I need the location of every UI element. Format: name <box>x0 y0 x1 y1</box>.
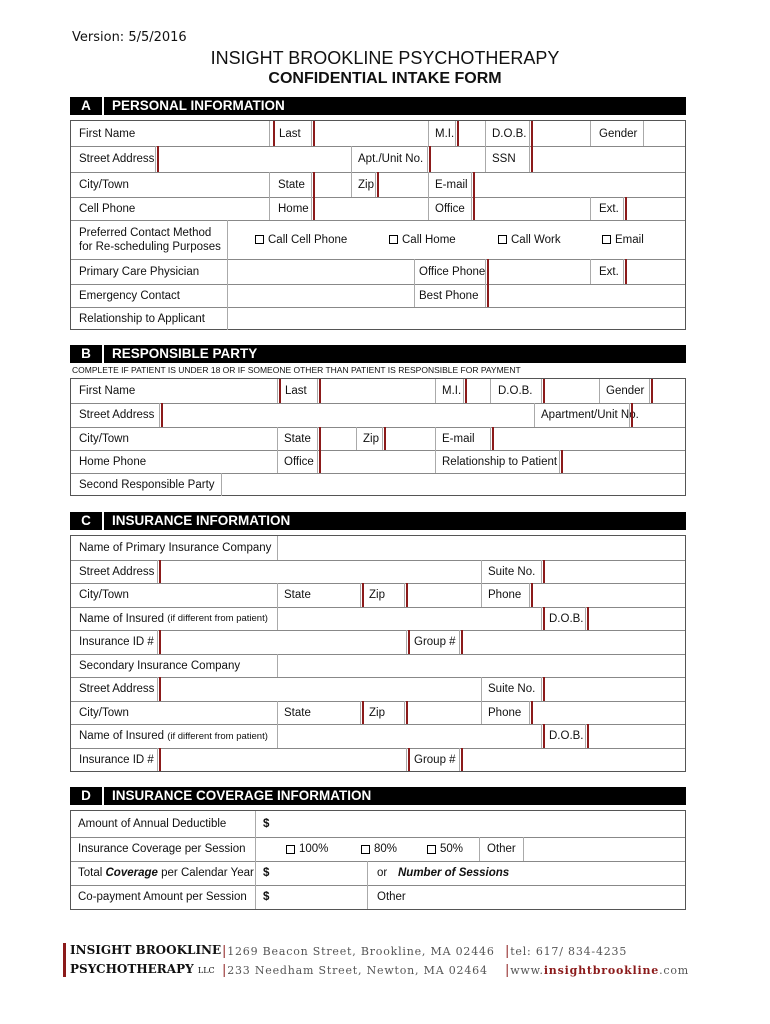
dollar-sign: $ <box>263 867 270 879</box>
dollar-sign: $ <box>263 891 270 903</box>
section-b-note: COMPLETE IF PATIENT IS UNDER 18 OR IF SOMEONE OTHER THAN PATIENT IS RESPONSIBLE FOR PAYMENT <box>72 365 521 375</box>
annual-deductible-label: Amount of Annual Deductible <box>78 818 227 830</box>
copay-label: Co-payment Amount per Session <box>78 891 247 903</box>
first-name-label: First Name <box>79 127 136 140</box>
office-label: Office <box>284 455 314 468</box>
best-phone-label: Best Phone <box>419 289 479 302</box>
zip-label: Zip <box>363 432 379 445</box>
state-label: State <box>284 432 311 445</box>
footer-brand-line1: INSIGHT BROOKLINE <box>70 943 222 957</box>
home-phone-label: Home Phone <box>79 455 147 468</box>
apartment-unit-label: Apartment/Unit No. <box>541 409 639 421</box>
section-title: INSURANCE INFORMATION <box>112 513 291 528</box>
office-phone-label: Office <box>435 202 465 215</box>
option-80-percent[interactable]: 80% <box>361 837 397 861</box>
dob-label: D.O.B. <box>498 385 533 397</box>
city-town-label: City/Town <box>79 589 129 601</box>
insurance-coverage-box <box>70 810 686 910</box>
checkbox-icon[interactable] <box>427 845 436 854</box>
section-letter: C <box>70 512 104 530</box>
option-50-percent[interactable]: 50% <box>427 837 463 861</box>
checkbox-icon[interactable] <box>602 235 611 244</box>
street-address-label: Street Address <box>79 683 155 695</box>
relationship-to-patient-label: Relationship to Patient <box>442 455 558 468</box>
gender-label: Gender <box>599 127 638 140</box>
state-label: State <box>284 706 311 719</box>
last-name-label: Last <box>285 385 307 397</box>
last-name-label: Last <box>279 127 301 140</box>
checkbox-icon[interactable] <box>389 235 398 244</box>
coverage-per-session-label: Insurance Coverage per Session <box>78 843 246 855</box>
state-label: State <box>284 589 311 601</box>
primary-insurance-company-label: Name of Primary Insurance Company <box>79 542 272 554</box>
personal-information-box <box>70 120 686 330</box>
preferred-contact-label: Preferred Contact Method for Re-scheduling Purposes <box>79 226 221 253</box>
street-address-label: Street Address <box>79 565 155 578</box>
cell-phone-label: Cell Phone <box>79 202 136 215</box>
section-b-header <box>70 345 686 363</box>
checkbox-icon[interactable] <box>286 845 295 854</box>
email-label: E-mail <box>442 432 475 445</box>
footer-website[interactable]: |www.insightbrookline.com <box>505 963 690 978</box>
insurance-id-label: Insurance ID # <box>79 636 154 648</box>
checkbox-icon[interactable] <box>498 235 507 244</box>
pcp-office-phone-label: Office Phone <box>419 265 486 278</box>
state-label: State <box>278 178 305 191</box>
number-of-sessions-label: Number of Sessions <box>398 867 510 879</box>
emergency-contact-label: Emergency Contact <box>79 289 180 302</box>
street-address-label: Street Address <box>79 153 155 165</box>
group-label: Group # <box>414 636 456 648</box>
name-of-insured-label: Name of Insured (if different from patient) <box>79 612 268 625</box>
total-coverage-label: Total Coverage per Calendar Year <box>78 867 254 879</box>
email-label: E-mail <box>435 178 468 191</box>
page-subtitle: CONFIDENTIAL INTAKE FORM <box>268 70 502 87</box>
section-title: INSURANCE COVERAGE INFORMATION <box>112 788 372 803</box>
footer-address-2: |233 Needham Street, Newton, MA 02464 <box>222 963 488 978</box>
insurance-information-box <box>70 535 686 772</box>
ssn-label: SSN <box>492 153 516 165</box>
responsible-party-box <box>70 378 686 496</box>
footer-phone: |tel: 617/ 834-4235 <box>505 944 628 959</box>
insurance-id-label: Insurance ID # <box>79 753 154 766</box>
ext-label: Ext. <box>599 202 619 215</box>
city-town-label: City/Town <box>79 432 129 445</box>
other-label: Other <box>377 891 406 903</box>
option-100-percent[interactable]: 100% <box>286 837 328 861</box>
pcp-label: Primary Care Physician <box>79 265 200 278</box>
section-letter: B <box>70 345 104 363</box>
section-letter: D <box>70 787 104 805</box>
city-town-label: City/Town <box>79 178 129 191</box>
name-of-insured-label: Name of Insured (if different from patient) <box>79 730 268 742</box>
section-d-header <box>70 787 686 805</box>
city-town-label: City/Town <box>79 706 129 719</box>
version-label: Version: 5/5/2016 <box>72 30 187 45</box>
relationship-label: Relationship to Applicant <box>79 312 205 325</box>
home-phone-label: Home <box>278 202 309 215</box>
phone-label: Phone <box>488 589 522 601</box>
dollar-sign: $ <box>263 818 270 830</box>
page-title: INSIGHT BROOKLINE PSYCHOTHERAPY <box>210 48 560 68</box>
first-name-label: First Name <box>79 385 136 397</box>
or-label: or <box>377 867 388 879</box>
other-label: Other <box>487 843 516 855</box>
section-letter: A <box>70 97 104 115</box>
option-email[interactable]: Email <box>602 220 644 259</box>
dob-label: D.O.B. <box>549 730 584 742</box>
section-title: RESPONSIBLE PARTY <box>112 346 258 361</box>
street-address-label: Street Address <box>79 409 155 421</box>
footer-address-1: |1269 Beacon Street, Brookline, MA 02446 <box>222 944 495 959</box>
zip-label: Zip <box>358 178 374 191</box>
option-call-work[interactable]: Call Work <box>498 220 561 259</box>
checkbox-icon[interactable] <box>361 845 370 854</box>
dob-label: D.O.B. <box>549 612 584 625</box>
secondary-insurance-company-label: Secondary Insurance Company <box>79 659 241 672</box>
section-c-header <box>70 512 686 530</box>
section-a-header <box>70 97 686 115</box>
section-title: PERSONAL INFORMATION <box>112 98 285 113</box>
zip-label: Zip <box>369 706 385 719</box>
option-call-cell[interactable]: Call Cell Phone <box>255 220 347 259</box>
footer-brand-line2: PSYCHOTHERAPY LLC <box>70 962 215 976</box>
footer-accent-bar <box>63 943 66 977</box>
group-label: Group # <box>414 753 456 766</box>
second-responsible-party-label: Second Responsible Party <box>79 478 215 491</box>
phone-label: Phone <box>488 706 522 719</box>
dob-label: D.O.B. <box>492 127 527 140</box>
pcp-ext-label: Ext. <box>599 265 619 278</box>
checkbox-icon[interactable] <box>255 235 264 244</box>
mi-label: M.I. <box>435 127 455 140</box>
zip-label: Zip <box>369 589 385 601</box>
mi-label: M.I. <box>442 385 462 397</box>
apt-unit-label: Apt./Unit No. <box>358 153 424 165</box>
suite-no-label: Suite No. <box>488 565 536 578</box>
suite-no-label: Suite No. <box>488 683 536 695</box>
option-call-home[interactable]: Call Home <box>389 220 456 259</box>
gender-label: Gender <box>606 385 645 397</box>
